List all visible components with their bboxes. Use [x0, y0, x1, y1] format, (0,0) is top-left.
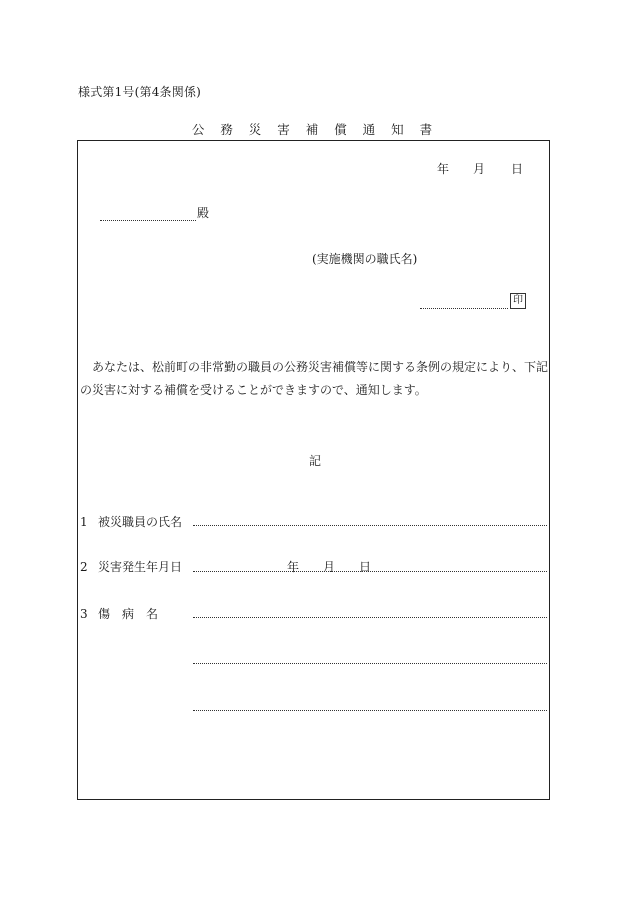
field-label: 災害発生年月日: [98, 560, 183, 574]
notice-body-line-1: あなたは、松前町の非常勤の職員の公務災害補償等に関する条例の規定により、下記: [92, 360, 549, 374]
notice-body-line-2: の災害に対する補償を受けることができますので、通知します。: [80, 383, 427, 397]
issuer-signature-line: [420, 293, 526, 309]
addressee-suffix: 殿: [197, 206, 210, 220]
notice-body: [80, 356, 550, 402]
occurrence-date-day: 日: [359, 560, 372, 574]
field-number: 1: [80, 515, 88, 529]
field-number: 3: [80, 607, 88, 621]
form-frame: [77, 140, 550, 800]
issuer-name-blank[interactable]: [420, 294, 508, 309]
injury-name-blank-3[interactable]: [193, 710, 547, 711]
seal-mark: 印: [510, 293, 526, 309]
occurrence-date-units: [287, 558, 371, 575]
issue-date-day: 日: [511, 162, 524, 176]
issuer-note: (実施機関の職氏名): [312, 252, 418, 266]
issue-date-month: 月: [473, 162, 486, 176]
form-reference: 様式第1号(第4条関係): [78, 85, 202, 99]
field-injury-name: [80, 605, 158, 622]
injury-name-blank-2[interactable]: [193, 663, 547, 664]
addressee-blank[interactable]: [100, 208, 196, 221]
occurrence-date-month: 月: [323, 560, 336, 574]
injury-name-blank-1[interactable]: [193, 617, 547, 618]
field-victim-name: [80, 513, 182, 530]
field-label: 被災職員の氏名: [98, 515, 183, 529]
document-title: 公 務 災 害 補 償 通 知 書: [191, 122, 439, 137]
field-number: 2: [80, 560, 88, 574]
field-occurrence-date: [80, 558, 182, 575]
addressee-line: [100, 204, 209, 221]
occurrence-date-year: 年: [287, 560, 300, 574]
issue-date: [437, 160, 523, 177]
victim-name-blank[interactable]: [193, 525, 547, 526]
issue-date-year: 年: [437, 162, 450, 176]
ki-heading: 記: [308, 454, 321, 468]
field-label: 傷 病 名: [98, 607, 159, 621]
